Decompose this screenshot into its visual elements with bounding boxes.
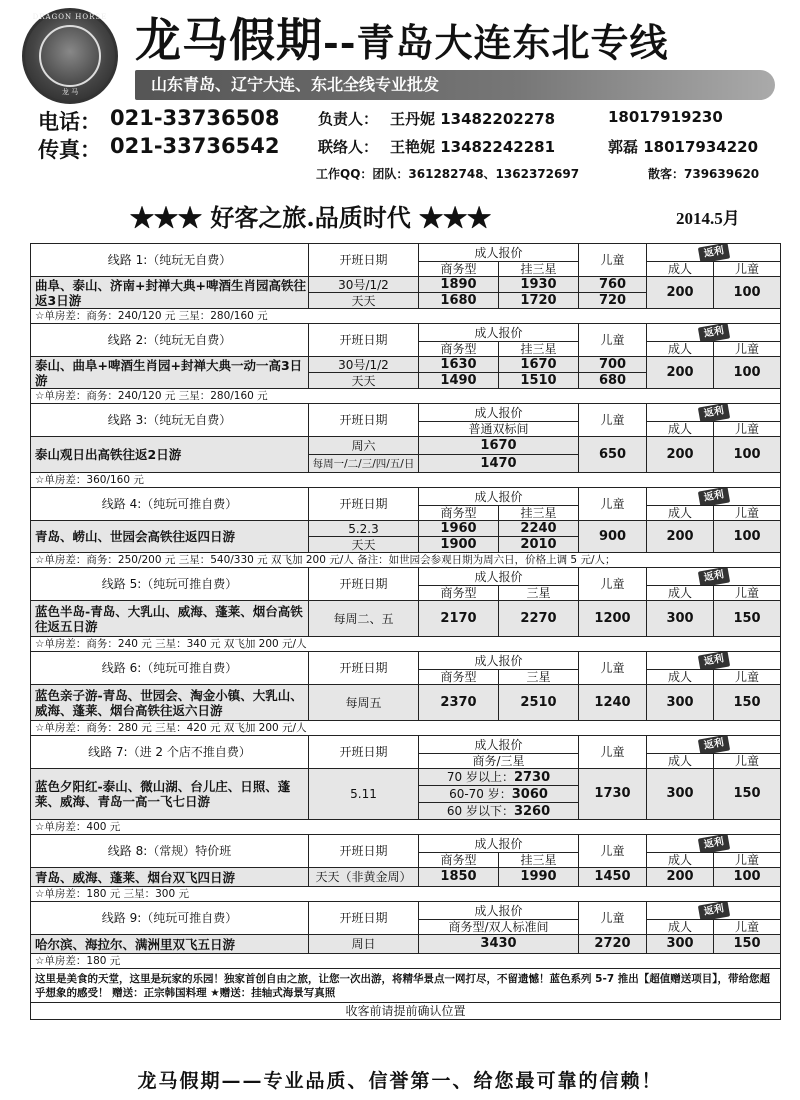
child-price: 650 — [579, 437, 647, 473]
age-tier-price — [419, 769, 579, 786]
contact-person-2: 郭磊 18017934220 — [608, 138, 759, 156]
rebate-child-header: 儿童 — [714, 422, 781, 437]
business-price: 1490 — [419, 373, 499, 389]
child-header: 儿童 — [579, 835, 647, 868]
business-price: 1630 — [419, 357, 499, 373]
business-price: 1960 — [419, 521, 499, 537]
table-row — [31, 736, 781, 754]
child-price: 680 — [579, 373, 647, 389]
standard-room-price: 1670 — [419, 437, 579, 455]
rebate-adult: 200 — [647, 521, 714, 553]
three-star-price: 1720 — [499, 293, 579, 309]
rebate-header — [647, 568, 781, 586]
business-price: 2170 — [419, 601, 499, 637]
age-tier-label: 60-70 岁： — [449, 786, 512, 801]
departure-date: 周六 — [309, 437, 419, 455]
promo-text: 这里是美食的天堂，这里是玩家的乐园！独家首创自由之旅，让您一次出游，将精华景点一网打尽，不留遗憾！蓝色系列 5-7 推出【超值赠送项目】，带给您超乎想象的感受！ 赠送：正宗韩国料理 ★赠送：挂轴式海景写真照 — [31, 969, 781, 1003]
rebate-adult-header: 成人 — [647, 422, 714, 437]
three-star-price: 2510 — [499, 685, 579, 721]
business-header: 商务型 — [419, 586, 499, 601]
rebate-child: 150 — [714, 601, 781, 637]
route-name: 青岛、崂山、世园会高铁往返四日游 — [31, 521, 309, 553]
price-table — [30, 243, 781, 1020]
three-star-price: 1930 — [499, 277, 579, 293]
route-name: 曲阜、泰山、济南+封禅大典+啤酒生肖园高铁往返3日游 — [31, 277, 309, 309]
biz-standard-header: 商务型/双人标准间 — [419, 920, 579, 935]
date-header: 开班日期 — [309, 652, 419, 685]
table-row — [31, 902, 781, 920]
brand-banner: 山东青岛、辽宁大连、东北全线专业批发 — [135, 70, 775, 100]
departure-date: 5.2.3 — [309, 521, 419, 537]
manager-contact: 王丹妮 13482202278 — [390, 110, 556, 128]
table-row — [31, 954, 781, 969]
adult-price-header: 成人报价 — [419, 404, 579, 422]
child-price: 760 — [579, 277, 647, 293]
rebate-child: 150 — [714, 935, 781, 954]
standard-room-header: 普通双标间 — [419, 422, 579, 437]
route-title: 线路 1:（纯玩无自费） — [31, 244, 309, 277]
table-row — [31, 309, 781, 324]
child-header: 儿童 — [579, 652, 647, 685]
rebate-badge: 返利 — [697, 488, 729, 506]
route-name: 哈尔滨、海拉尔、满洲里双飞五日游 — [31, 935, 309, 954]
child-price: 1730 — [579, 769, 647, 820]
rebate-adult: 200 — [647, 437, 714, 473]
business-price: 2370 — [419, 685, 499, 721]
adult-price-header: 成人报价 — [419, 488, 579, 506]
adult-price-header: 成人报价 — [419, 244, 579, 262]
table-row — [31, 935, 781, 954]
room-surcharge-note: ☆单房差：商务：240/120 元 三星：280/160 元 — [31, 389, 781, 404]
table-row — [31, 521, 781, 537]
adult-price-header: 成人报价 — [419, 568, 579, 586]
route-name: 青岛、威海、蓬莱、烟台双飞四日游 — [31, 868, 309, 887]
rebate-header — [647, 324, 781, 342]
route-title: 线路 4:（纯玩可推自费） — [31, 488, 309, 521]
rebate-child-header: 儿童 — [714, 670, 781, 685]
table-row — [31, 553, 781, 568]
three-star-header: 挂三星 — [499, 853, 579, 868]
logo-sub-text: 龙 马 — [61, 88, 79, 96]
child-price: 700 — [579, 357, 647, 373]
rebate-adult-header: 成人 — [647, 670, 714, 685]
business-header: 商务型 — [419, 262, 499, 277]
table-row — [31, 244, 781, 262]
qq-retail: 散客：739639620 — [648, 167, 760, 181]
adult-price-header: 成人报价 — [419, 902, 579, 920]
table-row — [31, 868, 781, 887]
rebate-child: 100 — [714, 521, 781, 553]
age-tier-label: 60 岁以下： — [446, 803, 514, 818]
departure-date: 5.11 — [309, 769, 419, 820]
child-price: 720 — [579, 293, 647, 309]
three-star-price: 2010 — [499, 537, 579, 553]
business-header: 商务型 — [419, 853, 499, 868]
rebate-child-header: 儿童 — [714, 754, 781, 769]
logo-ring-text: DRAGON HORSE — [32, 13, 108, 21]
rebate-child: 100 — [714, 357, 781, 389]
table-row — [31, 887, 781, 902]
route-name: 泰山、曲阜+啤酒生肖园+封禅大典一动一高3日游 — [31, 357, 309, 389]
date-header: 开班日期 — [309, 835, 419, 868]
child-price: 900 — [579, 521, 647, 553]
dragon-emblem-icon — [39, 25, 101, 87]
room-surcharge-note: ☆单房差：商务：280 元 三星：420 元 双飞加 200 元/人 — [31, 721, 781, 736]
three-star-price: 1510 — [499, 373, 579, 389]
departure-date: 30号/1/2 — [309, 277, 419, 293]
rebate-adult-header: 成人 — [647, 853, 714, 868]
adult-price-header: 成人报价 — [419, 324, 579, 342]
child-price: 1200 — [579, 601, 647, 637]
departure-date: 每周二、五 — [309, 601, 419, 637]
rebate-badge: 返利 — [697, 835, 729, 853]
rebate-header — [647, 736, 781, 754]
three-star-price: 1670 — [499, 357, 579, 373]
three-star-price: 2270 — [499, 601, 579, 637]
room-surcharge-note: ☆单房差：360/160 元 — [31, 473, 781, 488]
route-title: 线路 7:（进 2 个店不推自费） — [31, 736, 309, 769]
date-header: 开班日期 — [309, 736, 419, 769]
contact-person: 王艳妮 13482242281 — [390, 138, 556, 156]
rebate-child: 100 — [714, 437, 781, 473]
tel-label: 电话： — [38, 110, 101, 134]
rebate-adult: 300 — [647, 935, 714, 954]
rebate-child: 150 — [714, 685, 781, 721]
rebate-badge: 返利 — [697, 736, 729, 754]
dragon-horse-logo — [22, 8, 118, 104]
rebate-adult-header: 成人 — [647, 920, 714, 935]
date-header: 开班日期 — [309, 902, 419, 935]
child-price: 2720 — [579, 935, 647, 954]
table-row — [31, 637, 781, 652]
rebate-badge: 返利 — [697, 404, 729, 422]
table-row — [31, 437, 781, 455]
biz-3star-header: 商务/三星 — [419, 754, 579, 769]
rebate-badge: 返利 — [697, 652, 729, 670]
rebate-adult: 300 — [647, 685, 714, 721]
rebate-badge: 返利 — [697, 244, 729, 262]
age-tier-value: 2730 — [513, 769, 551, 785]
adult-price-header: 成人报价 — [419, 736, 579, 754]
age-tier-label: 70 岁以上： — [446, 769, 514, 784]
rebate-child-header: 儿童 — [714, 506, 781, 521]
date-header: 开班日期 — [309, 488, 419, 521]
brand-name: 龙马假期 — [135, 13, 323, 67]
rebate-adult: 200 — [647, 357, 714, 389]
three-star-header: 三星 — [499, 670, 579, 685]
table-row — [31, 769, 781, 786]
room-surcharge-note: ☆单房差：商务：240 元 三星：340 元 双飞加 200 元/人 — [31, 637, 781, 652]
rebate-child-header: 儿童 — [714, 920, 781, 935]
departure-date: 周日 — [309, 935, 419, 954]
date-header: 开班日期 — [309, 568, 419, 601]
rebate-adult-header: 成人 — [647, 754, 714, 769]
route-title: 线路 5:（纯玩可推自费） — [31, 568, 309, 601]
confirm-notice: 收客前请提前确认位置 — [31, 1003, 781, 1020]
child-header: 儿童 — [579, 568, 647, 601]
room-surcharge-note: ☆单房差：180 元 三星：300 元 — [31, 887, 781, 902]
room-surcharge-note: ☆单房差：商务：250/200 元 三星：540/330 元 双飞加 200 元/人 备注：如世园会参观日期为周六日，价格上调 5 元/人； — [31, 553, 781, 568]
route-name: 蓝色夕阳红-泰山、微山湖、台儿庄、日照、蓬莱、威海、青岛一高一飞七日游 — [31, 769, 309, 820]
brand-title — [135, 4, 669, 70]
rebate-badge: 返利 — [697, 902, 729, 920]
rebate-badge: 返利 — [697, 324, 729, 342]
rebate-adult-header: 成人 — [647, 506, 714, 521]
date-header: 开班日期 — [309, 404, 419, 437]
table-row — [31, 389, 781, 404]
date-header: 开班日期 — [309, 244, 419, 277]
table-row — [31, 357, 781, 373]
rebate-adult-header: 成人 — [647, 342, 714, 357]
rebate-child-header: 儿童 — [714, 586, 781, 601]
fax-number: 021-33736542 — [110, 134, 280, 158]
brand-line: --青岛大连东北专线 — [323, 20, 669, 65]
table-row — [31, 601, 781, 637]
child-header: 儿童 — [579, 736, 647, 769]
business-header: 商务型 — [419, 506, 499, 521]
room-surcharge-note: ☆单房差：180 元 — [31, 954, 781, 969]
rebate-header — [647, 652, 781, 670]
adult-price-header: 成人报价 — [419, 835, 579, 853]
route-name: 泰山观日出高铁往返2日游 — [31, 437, 309, 473]
rebate-adult: 200 — [647, 277, 714, 309]
rebate-header — [647, 404, 781, 422]
child-price: 1450 — [579, 868, 647, 887]
table-row — [31, 835, 781, 853]
departure-date: 天天 — [309, 373, 419, 389]
departure-date: 30号/1/2 — [309, 357, 419, 373]
three-star-price: 2240 — [499, 521, 579, 537]
tel-number: 021-33736508 — [110, 106, 280, 130]
child-price: 1240 — [579, 685, 647, 721]
table-row — [31, 1003, 781, 1020]
slogan-bar — [0, 198, 800, 234]
table-row — [31, 820, 781, 835]
three-star-price: 1990 — [499, 868, 579, 887]
route-title: 线路 3:（纯玩无自费） — [31, 404, 309, 437]
rebate-child: 150 — [714, 769, 781, 820]
rebate-header — [647, 488, 781, 506]
room-surcharge-note: ☆单房差：400 元 — [31, 820, 781, 835]
table-row — [31, 277, 781, 293]
age-tier-value: 3260 — [513, 803, 551, 819]
business-price: 1680 — [419, 293, 499, 309]
table-row — [31, 652, 781, 670]
departure-date: 天天 — [309, 293, 419, 309]
business-price: 1850 — [419, 868, 499, 887]
rebate-child: 100 — [714, 868, 781, 887]
adult-price-header: 成人报价 — [419, 652, 579, 670]
table-row — [31, 969, 781, 1003]
child-header: 儿童 — [579, 902, 647, 935]
child-header: 儿童 — [579, 488, 647, 521]
manager-label: 负责人： — [318, 110, 379, 128]
route-title: 线路 8:（常规）特价班 — [31, 835, 309, 868]
rebate-child-header: 儿童 — [714, 262, 781, 277]
table-row — [31, 404, 781, 422]
route-title: 线路 6:（纯玩可推自费） — [31, 652, 309, 685]
departure-date: 天天 — [309, 537, 419, 553]
manager-phone-2: 18017919230 — [608, 108, 723, 126]
date-header: 开班日期 — [309, 324, 419, 357]
table-row — [31, 488, 781, 506]
footer-slogan: 龙马假期——专业品质、信誉第一、给您最可靠的信赖！ — [137, 1070, 663, 1092]
slogan-text: ★★★ 好客之旅.品质时代 ★★★ — [130, 203, 492, 232]
child-header: 儿童 — [579, 324, 647, 357]
rebate-adult: 300 — [647, 601, 714, 637]
departure-date: 天天（非黄金周） — [309, 868, 419, 887]
room-surcharge-note: ☆单房差：商务：240/120 元 三星：280/160 元 — [31, 309, 781, 324]
three-star-header: 三星 — [499, 586, 579, 601]
rebate-adult: 300 — [647, 769, 714, 820]
route-title: 线路 2:（纯玩无自费） — [31, 324, 309, 357]
standard-room-price: 1470 — [419, 455, 579, 473]
child-header: 儿童 — [579, 404, 647, 437]
rebate-child-header: 儿童 — [714, 853, 781, 868]
rebate-child-header: 儿童 — [714, 342, 781, 357]
qq-team: 工作QQ：团队：361282748、1362372697 — [316, 167, 580, 181]
child-header: 儿童 — [579, 244, 647, 277]
table-row — [31, 324, 781, 342]
contact-label: 联络人： — [318, 138, 379, 156]
table-row — [31, 721, 781, 736]
departure-date: 每周五 — [309, 685, 419, 721]
rebate-adult-header: 成人 — [647, 262, 714, 277]
route-name: 蓝色亲子游-青岛、世园会、淘金小镇、大乳山、威海、蓬莱、烟台高铁往返六日游 — [31, 685, 309, 721]
business-price: 1890 — [419, 277, 499, 293]
business-price: 1900 — [419, 537, 499, 553]
age-tier-value: 3060 — [511, 786, 548, 802]
table-row — [31, 473, 781, 488]
business-header: 商务型 — [419, 670, 499, 685]
rebate-adult: 200 — [647, 868, 714, 887]
three-star-header: 挂三星 — [499, 342, 579, 357]
fax-label: 传真： — [38, 138, 101, 162]
rebate-adult-header: 成人 — [647, 586, 714, 601]
rebate-header — [647, 244, 781, 262]
business-header: 商务型 — [419, 342, 499, 357]
age-tier-price — [419, 786, 579, 803]
rebate-child: 100 — [714, 277, 781, 309]
route-title: 线路 9:（纯玩可推自费） — [31, 902, 309, 935]
three-star-header: 挂三星 — [499, 506, 579, 521]
age-tier-price — [419, 803, 579, 820]
rebate-header — [647, 902, 781, 920]
table-row — [31, 568, 781, 586]
rebate-header — [647, 835, 781, 853]
issue-date: 2014.5月 — [676, 209, 740, 228]
table-row — [31, 685, 781, 721]
route-name: 蓝色半岛-青岛、大乳山、威海、蓬莱、烟台高铁往返五日游 — [31, 601, 309, 637]
departure-date: 每周一/二/三/四/五/日 — [309, 455, 419, 473]
rebate-badge: 返利 — [697, 568, 729, 586]
three-star-header: 挂三星 — [499, 262, 579, 277]
standard-room-price: 3430 — [419, 935, 579, 954]
